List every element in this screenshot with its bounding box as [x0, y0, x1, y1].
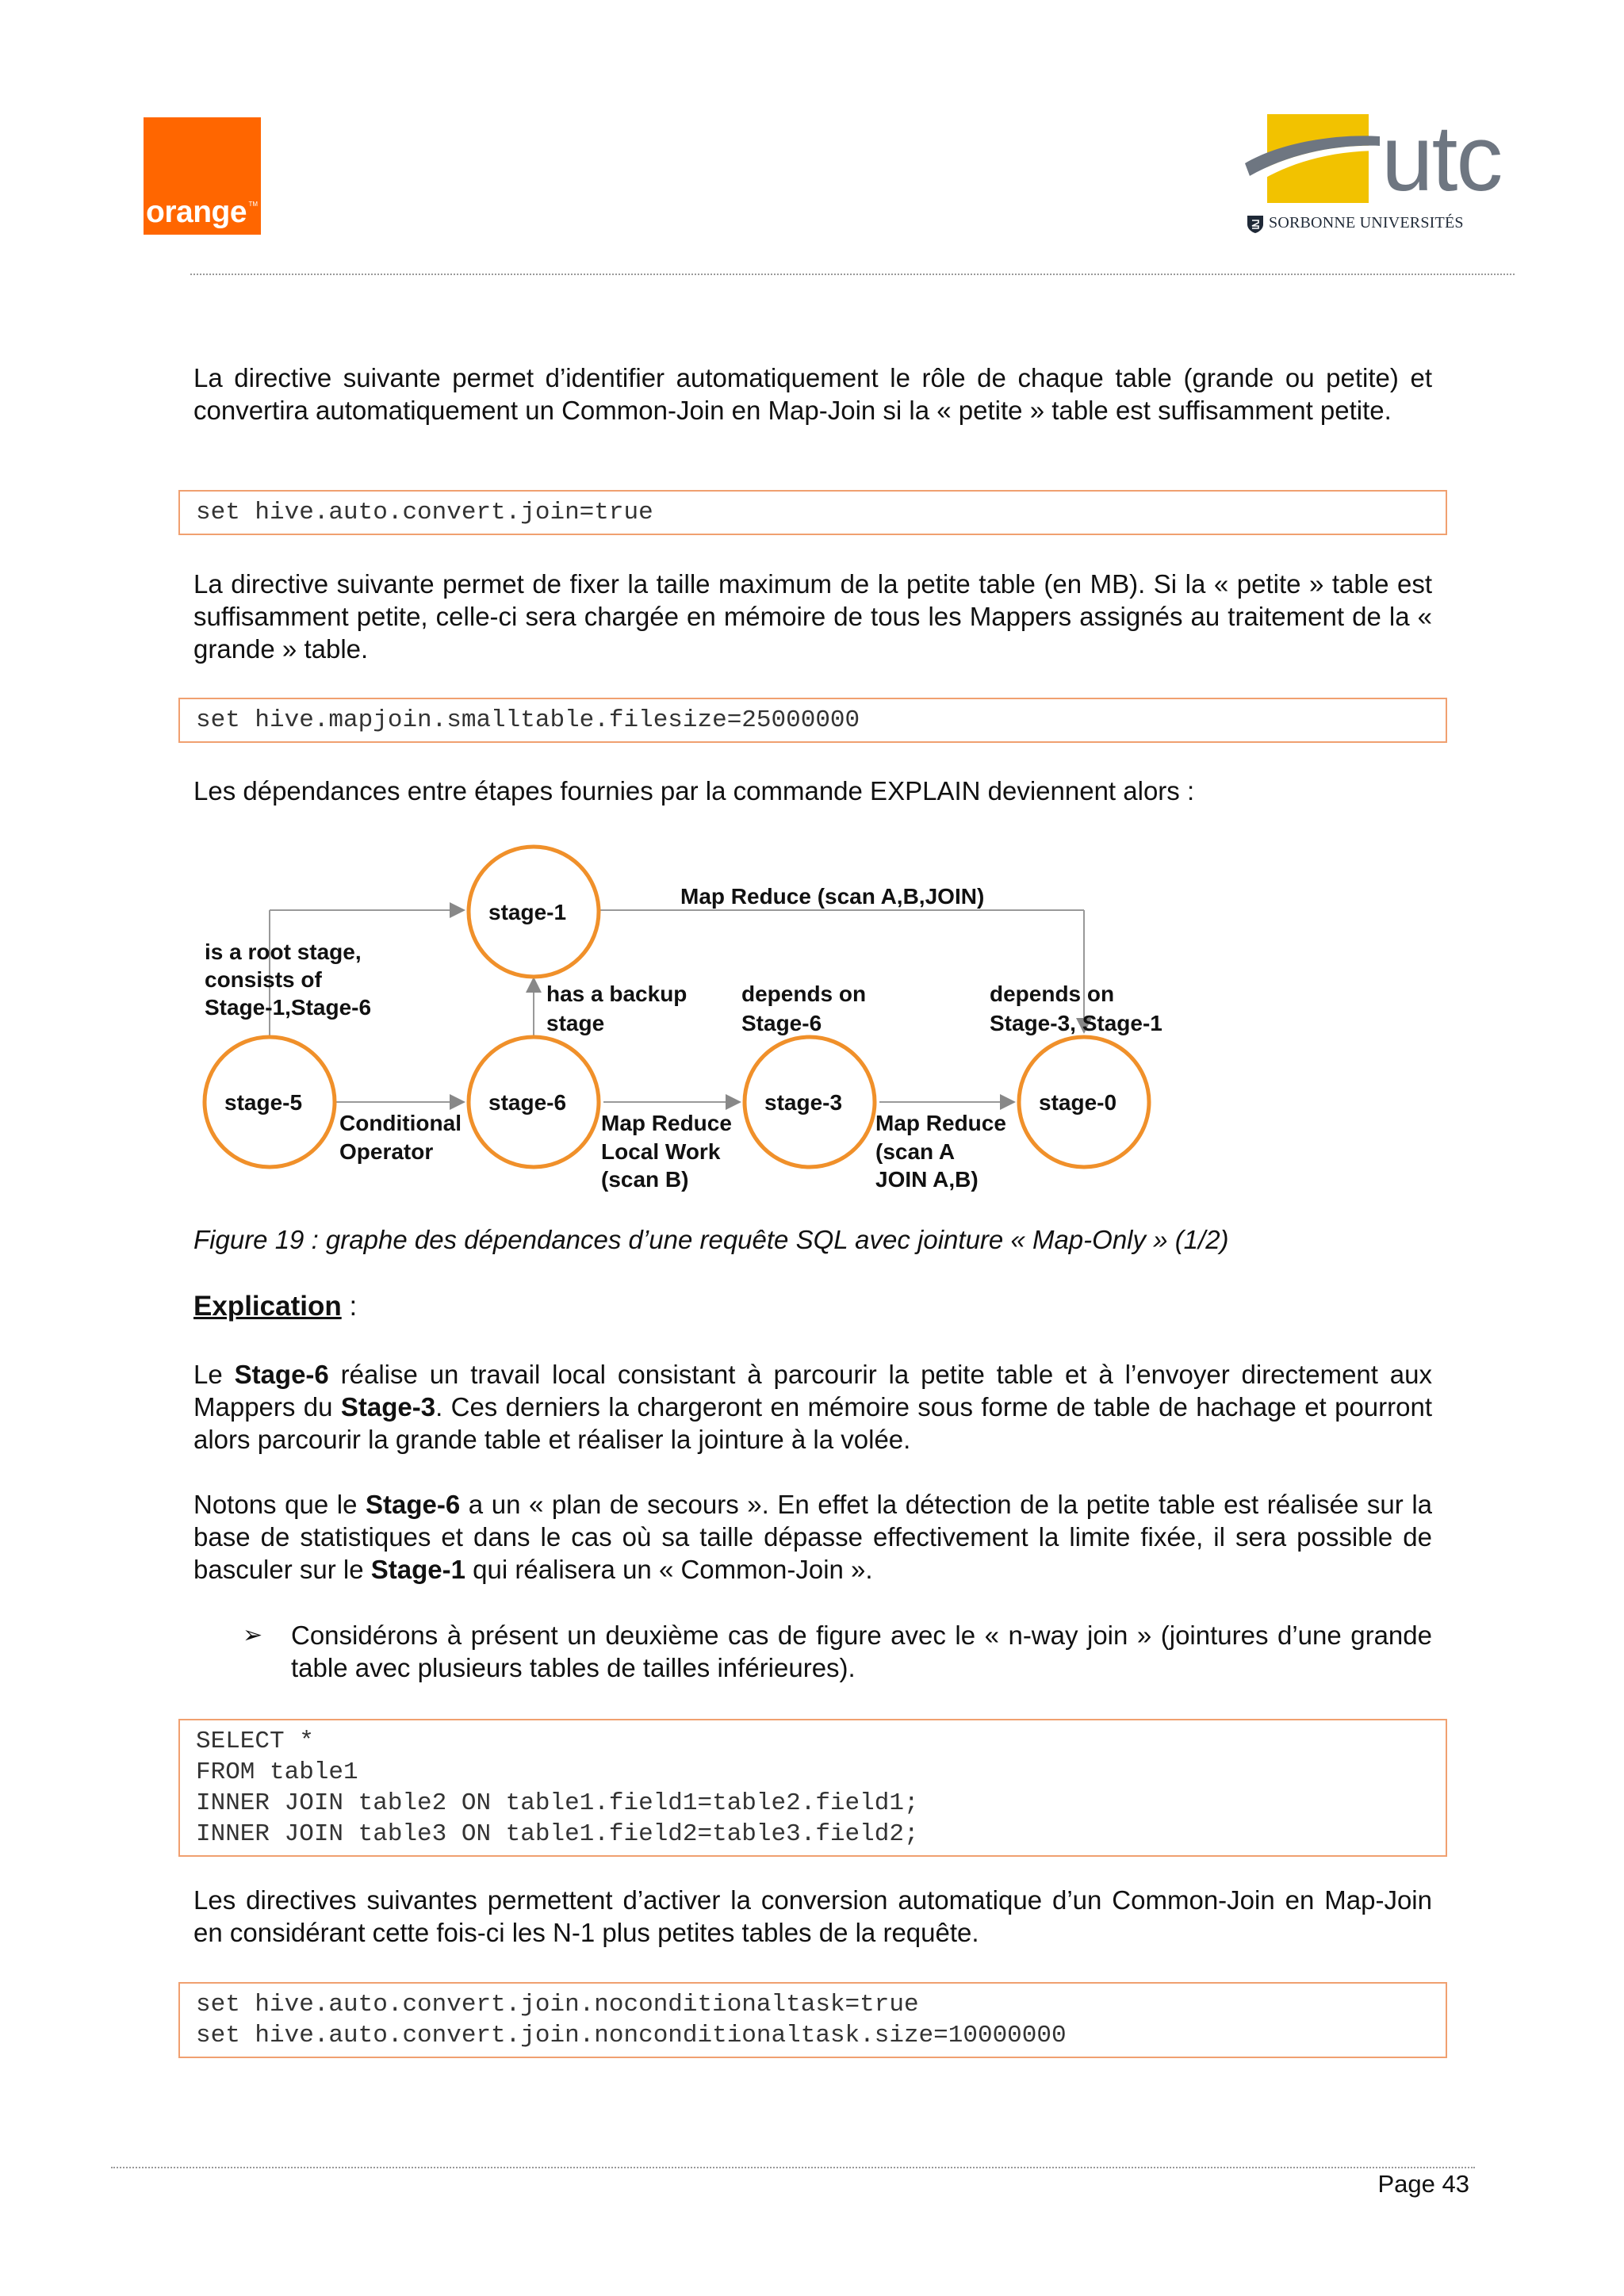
- explication-colon: :: [341, 1291, 358, 1322]
- label-dep31-1: depends on: [990, 982, 1115, 1006]
- paragraph-smalltable: La directive suivante permet de fixer la taille maximum de la petite table (en MB). Si la « petite » table est suffisamment petite, celle-ci sera chargée en mémoire de tous les Mappers assignés au traitement de la « grande » table.: [193, 569, 1432, 664]
- code-block-autoconvert: set hive.auto.convert.join=true: [178, 490, 1447, 535]
- label-mrjoin-1: Map Reduce: [875, 1111, 1006, 1135]
- dependency-diagram: [190, 840, 1221, 1205]
- label-cond-1: Conditional: [339, 1111, 462, 1135]
- orange-logo: [144, 117, 261, 235]
- stage-ref: Stage-6: [234, 1360, 329, 1389]
- bullet-nway-join: Considérons à présent un deuxième cas de figure avec le « n-way join » (jointures d’une grande table avec plusieurs tables de tailles inférieures).: [291, 1621, 1432, 1682]
- label-mrlocal-2: Local Work: [601, 1139, 721, 1164]
- paragraph-nway-directives: Les directives suivantes permettent d’activer la conversion automatique d’un Common-Join en Map-Join en considérant cette fois-ci les N-1 plus petites tables de la requête.: [193, 1885, 1432, 1947]
- code-block-select: SELECT * FROM table1 INNER JOIN table2 ON table1.field1=table2.field1; INNER JOIN table3 ON table1.field2=table3.field2;: [178, 1719, 1447, 1857]
- label-top-edge: Map Reduce (scan A,B,JOIN): [680, 884, 985, 909]
- text-run: réalise un travail local consistant à parcourir la petite table et à l’envoyer directement aux Mappers du: [193, 1360, 1433, 1422]
- figure-caption: Figure 19 : graphe des dépendances d’une requête SQL avec jointure « Map-Only » (1/2): [193, 1225, 1229, 1254]
- label-dep6-2: Stage-6: [741, 1011, 822, 1035]
- code-block-filesize: set hive.mapjoin.smalltable.filesize=25000000: [178, 698, 1447, 743]
- stage-ref: Stage-1: [370, 1555, 465, 1584]
- text-run: qui réalisera un « Common-Join ».: [465, 1555, 873, 1584]
- footer-rule: [111, 2167, 1475, 2168]
- node-label-stage-6: stage-6: [488, 1090, 567, 1115]
- stage-ref: Stage-3: [340, 1392, 436, 1422]
- text-run: Le: [193, 1360, 235, 1389]
- explication-title: Explication: [193, 1291, 342, 1322]
- label-backup-1: has a backup: [546, 982, 688, 1006]
- label-dep6-1: depends on: [741, 982, 867, 1006]
- page-number: Page 43: [1377, 2170, 1469, 2198]
- code-block-noconditional: set hive.auto.convert.join.noconditionaltask=true set hive.auto.convert.join.nonconditionaltask.size=10000000: [178, 1982, 1447, 2058]
- sorbonne-text: SORBONNE UNIVERSITÉS: [1269, 214, 1464, 232]
- orange-logo-text: orange: [146, 195, 247, 229]
- label-mrjoin-2: (scan A: [875, 1139, 956, 1164]
- explication-heading: [193, 1291, 357, 1322]
- utc-logo: [1245, 106, 1522, 244]
- paragraph-stage6-local: [193, 1358, 1432, 1456]
- text-run: Notons que le: [193, 1490, 366, 1519]
- label-root-1: is a root stage,: [205, 939, 362, 964]
- utc-swoosh-icon: [1245, 109, 1384, 209]
- sorbonne-shield-icon: [1247, 215, 1264, 234]
- label-root-2: consists of: [205, 967, 322, 992]
- paragraph-explain: Les dépendances entre étapes fournies par la commande EXPLAIN deviennent alors :: [193, 776, 1195, 806]
- label-mrjoin-3: JOIN A,B): [875, 1167, 979, 1192]
- node-label-stage-5: stage-5: [224, 1090, 303, 1115]
- text-run: a un « plan de secours ». En effet la détection de la petite table est réalisée sur la base de statistiques et dans le cas où sa taille dépasse effectivement la limite fixée, il sera possible de basculer sur le: [193, 1490, 1432, 1584]
- node-label-stage-3: stage-3: [764, 1090, 843, 1115]
- label-cond-2: Operator: [339, 1139, 434, 1164]
- label-mrlocal-1: Map Reduce: [601, 1111, 732, 1135]
- label-mrlocal-3: (scan B): [601, 1167, 689, 1192]
- stage-ref: Stage-6: [366, 1490, 461, 1519]
- utc-logo-text: utc: [1381, 106, 1502, 211]
- orange-logo-tm: TM: [248, 201, 258, 208]
- label-dep31-2: Stage-3, Stage-1: [990, 1011, 1162, 1035]
- paragraph-autoconvert: La directive suivante permet d’identifier automatiquement le rôle de chaque table (grande ou petite) et convertira automatiquement un Common-Join en Map-Join si la « petite » table est suffisamment petite.: [193, 363, 1432, 425]
- label-backup-2: stage: [546, 1011, 605, 1035]
- node-label-stage-0: stage-0: [1039, 1090, 1117, 1115]
- node-label-stage-1: stage-1: [488, 900, 567, 924]
- bullet-arrow-icon: ➢: [243, 1622, 263, 1648]
- label-root-3: Stage-1,Stage-6: [205, 995, 372, 1020]
- text-run: . Ces derniers la chargeront en mémoire sous forme de table de hachage et pourront alors parcourir la grande table et réaliser la jointure à la volée.: [193, 1392, 1433, 1454]
- header-rule: [190, 274, 1515, 275]
- paragraph-backup-plan: [193, 1488, 1432, 1586]
